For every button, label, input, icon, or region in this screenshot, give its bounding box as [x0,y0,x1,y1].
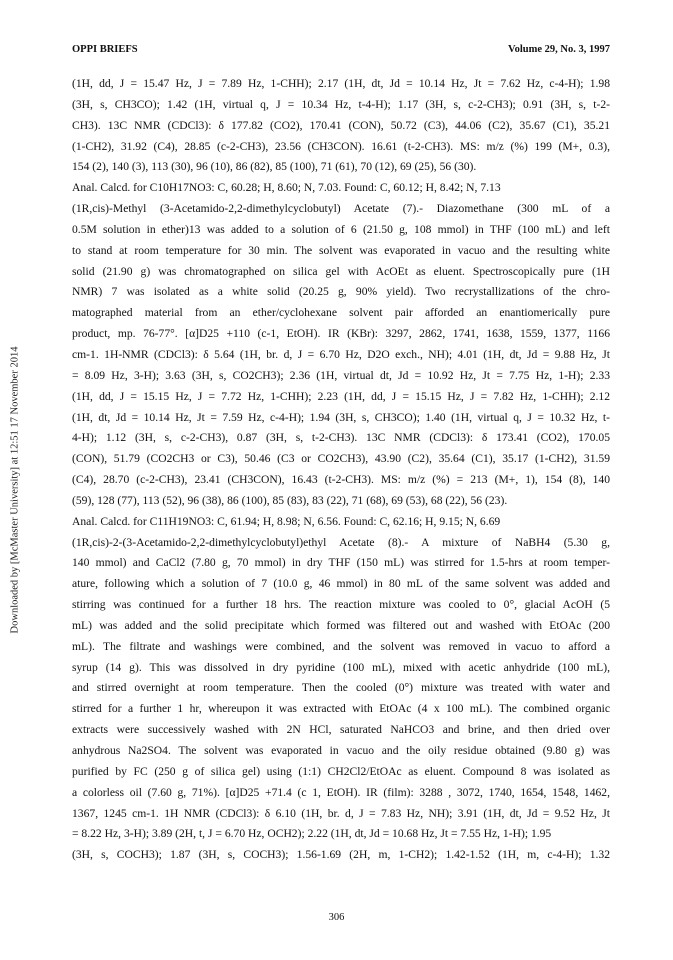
text-line: cm-1. 1H-NMR (CDCl3): δ 5.64 (1H, br. d, J = 6.70 Hz, D2O exch., NH); 4.01 (1H, dt, Jd = 9.88 Hz, Jt [72,347,610,361]
text-line: (1H, dd, J = 15.47 Hz, J = 7.89 Hz, 1-CHH); 2.17 (1H, dt, Jd = 10.14 Hz, Jt = 7.62 Hz, c-4-H); 1.98 [72,77,610,90]
text-line: product, mp. 76-77°. [α]D25 +110 (c-1, EtOH). IR (KBr): 3297, 2862, 1741, 1638, 1559, 1377, 1166 [72,327,610,341]
text-line: stirring was continued for a further 18 hrs. The reaction mixture was cooled to 0°, glacial AcOH (5 [72,598,610,612]
text-line: (1H, dd, J = 15.15 Hz, J = 7.72 Hz, 1-CHH); 2.23 (1H, dd, J = 15.15 Hz, J = 7.82 Hz, 1-CHH); 2.12 [72,389,610,403]
text-line: ature, following which a solution of 7 (10.0 g, 46 mmol) in 80 mL of the same solvent was added and [72,577,610,591]
text-line: (59), 128 (77), 113 (52), 96 (38), 86 (100), 85 (83), 83 (22), 71 (68), 69 (53), 68 (22), 56 (23). [72,493,508,507]
text-line: solid (21.90 g) was chromatographed on silica gel with AcOEt as eluent. Spectroscopically pure (1H [72,264,610,278]
article-body [72,74,610,866]
volume-info: Volume 29, No. 3, 1997 [508,44,610,55]
text-line: 4-H); 1.12 (3H, s, c-2-CH3), 0.87 (3H, s, t-2-CH3). 13C NMR (CDCl3): δ 173.41 (CO2), 170.05 [72,431,610,445]
text-line: extracts were successively washed with 2N HCl, saturated NaHCO3 and brine, and then dried over [72,723,610,737]
text-line: 1367, 1245 cm-1. 1H NMR (CDCl3): δ 6.10 (1H, br. d, J = 7.83 Hz, NH); 3.91 (1H, dt, Jd = 9.52 Hz, Jt [72,806,610,820]
running-header [72,44,610,60]
text-line: mL). The filtrate and washings were combined, and the solvent was removed in vacuo to afford a [72,639,610,653]
page-number: 306 [328,912,345,923]
text-line: NMR) 7 was isolated as a white solid (20.25 g, 90% yield). Two recrystallizations of the chro- [72,285,610,299]
text-line: = 8.22 Hz, 3-H); 3.89 (2H, t, J = 6.70 Hz, OCH2); 2.22 (1H, dt, Jd = 10.68 Hz, Jt = 7.55 Hz, 1-H); 1.95 [72,827,552,841]
text-line: purified by FC (250 g of silica gel) using (1:1) CH2Cl2/EtOAc as eluent. Compound 8 was isolated as [72,764,610,778]
text-line: Anal. Calcd. for C11H19NO3: C, 61.94; H, 8.98; N, 6.56. Found: C, 62.16; H, 9.15; N, 6.69 [72,514,501,528]
text-line: matographed material from an ether/cyclohexane solvent pair afforded an enantiomerically pure [72,306,610,320]
text-line: mL) was added and the solid precipitate which formed was filtered out and washed with EtOAc (200 [72,618,610,632]
text-line: (1R,cis)-Methyl (3-Acetamido-2,2-dimethylcyclobutyl) Acetate (7).- Diazomethane (300 mL of a [72,202,610,216]
text-line: anhydrous Na2SO4. The solvent was evaporated in vacuo and the oily residue obtained (9.80 g) was [72,744,610,757]
text-line: = 8.09 Hz, 3-H); 3.63 (3H, s, CO2CH3); 2.36 (1H, virtual dt, Jd = 10.92 Hz, Jt = 7.75 Hz, 1-H); 2.33 [72,368,610,382]
text-line: (CON), 51.79 (CO2CH3 or C3), 50.46 (C3 or CO2CH3), 43.90 (C2), 35.64 (C1), 35.17 (1-CH2), 31.59 [72,452,610,466]
text-line: (1R,cis)-2-(3-Acetamido-2,2-dimethylcyclobutyl)ethyl Acetate (8).- A mixture of NaBH4 (5.30 g, [72,535,610,549]
text-line: a colorless oil (7.60 g, 71%). [α]D25 +71.4 (c 1, EtOH). IR (film): 3288 , 3072, 1740, 1654, 1548, 1462, [72,785,610,799]
text-line: 154 (2), 140 (3), 113 (30), 96 (10), 86 (82), 85 (100), 71 (61), 70 (12), 69 (25), 56 (30). [72,160,477,174]
text-line: CH3). 13C NMR (CDCl3): δ 177.82 (CO2), 170.41 (CON), 50.72 (C3), 44.06 (C2), 35.67 (C1), 35.21 [72,118,610,132]
text-line: (3H, s, CH3CO); 1.42 (1H, virtual q, J = 10.34 Hz, t-4-H); 1.17 (3H, s, c-2-CH3); 0.91 (3H, s, t-2- [72,97,610,111]
text-line: Anal. Calcd. for C10H17NO3: C, 60.28; H, 8.60; N, 7.03. Found: C, 60.12; H, 8.42; N, 7.13 [72,181,501,195]
text-line: and stirred overnight at room temperature. Then the cooled (0°) mixture was treated with water and [72,681,610,695]
text-line: (1H, dt, Jd = 10.14 Hz, Jt = 7.59 Hz, c-4-H); 1.94 (3H, s, CH3CO); 1.40 (1H, virtual q, J = 10.32 Hz, t- [72,410,610,424]
download-note: Downloaded by [McMaster University] at 12:51 17 November 2014 [9,346,21,634]
text-line: (C4), 28.70 (c-2-CH3), 23.41 (CH3CON), 16.43 (t-2-CH3). MS: m/z (%) = 213 (M+, 1), 154 (8), 140 [72,473,610,487]
text-line: syrup (14 g). This was dissolved in dry pyridine (100 mL), mixed with acetic anhydride (100 mL), [72,660,610,674]
journal-section: OPPI BRIEFS [72,44,138,55]
text-line: 140 mmol) and CaCl2 (7.80 g, 70 mmol) in dry THF (150 mL) was stirred for 1.5-hrs at room temper- [72,556,610,570]
text-line: stirred for a further 1 hr, whereupon it was extracted with EtOAc (4 x 100 mL). The combined organic [72,702,610,716]
text-line: (1-CH2), 31.92 (C4), 28.85 (c-2-CH3), 23.56 (CH3CON). 16.61 (t-2-CH3). MS: m/z (%) 199 (M+, 0.3), [72,139,610,153]
text-line: (3H, s, COCH3); 1.87 (3H, s, COCH3); 1.56-1.69 (2H, m, 1-CH2); 1.42-1.52 (1H, m, c-4-H); 1.32 [72,848,610,862]
text-line: 0.5M solution in ether)13 was added to a solution of 6 (21.50 g, 108 mmol) in THF (100 mL) and left [72,222,610,236]
text-line: to stand at room temperature for 30 min. The solvent was evaporated in vacuo and the resulting white [72,243,610,257]
download-sidebar [0,0,30,960]
